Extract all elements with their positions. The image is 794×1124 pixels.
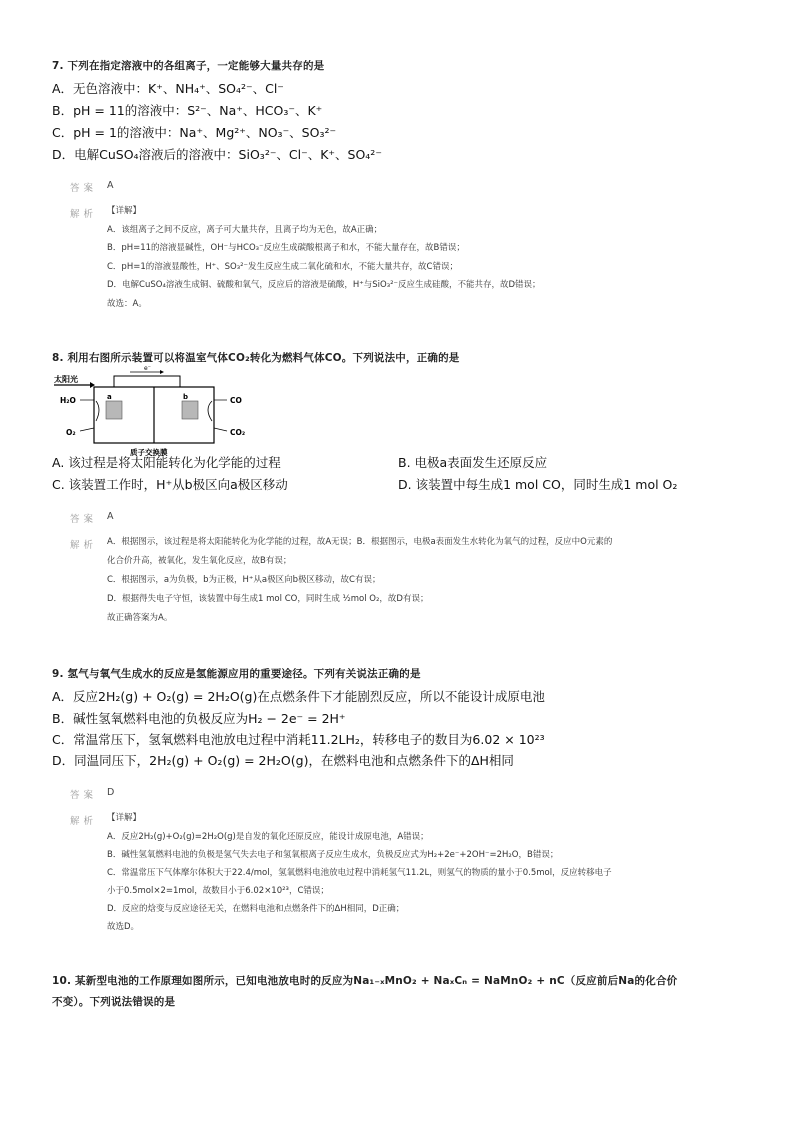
electrode-b-label: b — [183, 393, 189, 401]
q9-explain-label: 解析 — [70, 816, 98, 827]
q8-option-b: B. 电极a表面发生还原反应 — [398, 455, 548, 470]
q7-option-c: C．pH = 1的溶液中：Na⁺、Mg²⁺、NO₃⁻、SO₃²⁻ — [52, 125, 337, 140]
o2-arrow — [80, 428, 94, 431]
q9-explain-line: B．碱性氢氧燃料电池的负极是氢气失去电子和氢氧根离子反应生成水，负极反应式为H₂+2e⁻+2OH⁻=2H₂O，B错误； — [107, 850, 559, 860]
q9-answer-label: 答案 — [70, 790, 98, 801]
co2-arrow — [214, 428, 227, 431]
q8-explain-line: 化合价升高，被氧化，发生氧化反应，故B有误； — [107, 556, 292, 566]
q7-explain-label: 解析 — [70, 209, 98, 220]
q8-explain-line: A．根据图示，该过程是将太阳能转化为化学能的过程，故A无误；B．根据图示，电极a表面发生水转化为氧气的过程，反应中O元素的 — [107, 537, 613, 547]
sunlight-label: 太阳光 — [54, 375, 78, 384]
q8-explain-line: 故正确答案为A。 — [107, 613, 173, 623]
electrolysis-cell-diagram — [52, 365, 252, 458]
q9-explain-line: D．反应的焓变与反应途径无关，在燃料电池和点燃条件下的ΔH相同，D正确； — [107, 904, 405, 914]
q8-option-d: D. 该装置中每生成1 mol CO，同时生成1 mol O₂ — [398, 477, 678, 492]
q8-option-a: A. 该过程是将太阳能转化为化学能的过程 — [52, 455, 281, 470]
q7-option-b: B．pH = 11的溶液中：S²⁻、Na⁺、HCO₃⁻、K⁺ — [52, 103, 323, 118]
electron-arrowhead — [160, 370, 164, 374]
q9-option-c: C．常温常压下，氢氧燃料电池放电过程中消耗11.2LH₂，转移电子的数目为6.02 × 10²³ — [52, 732, 545, 747]
electrode-a-label: a — [107, 393, 112, 401]
co2-label: CO₂ — [230, 428, 246, 437]
q9-explain-line: 【详解】 — [107, 813, 142, 823]
q8-answer: A — [107, 511, 114, 522]
q8-explain-line: C．根据图示，a为负极，b为正极，H⁺从a极区向b极区移动，故C有误； — [107, 575, 381, 585]
membrane-label: 质子交换膜 — [130, 448, 168, 457]
electron-label: e⁻ — [144, 365, 151, 372]
q7-option-d: D．电解CuSO₄溶液后的溶液中：SiO₃²⁻、Cl⁻、K⁺、SO₄²⁻ — [52, 147, 382, 162]
q10-title-line1: 10. 某新型电池的工作原理如图所示，已知电池放电时的反应为Na₁₋ₓMnO₂ + NaₓCₙ = NaMnO₂ + nC（反应前后Na的化合价 — [52, 975, 678, 987]
q8-title: 8. 利用右图所示装置可以将温室气体CO₂转化为燃料气体CO。下列说法中，正确的是 — [52, 352, 460, 364]
co-label: CO — [230, 396, 242, 405]
q7-title: 7. 下列在指定溶液中的各组离子，一定能够大量共存的是 — [52, 60, 325, 72]
q9-title: 9. 氢气与氧气生成水的反应是氢能源应用的重要途径。下列有关说法正确的是 — [52, 668, 421, 680]
q8-option-c: C. 该装置工作时，H⁺从b极区向a极区移动 — [52, 477, 288, 492]
electrode-a — [106, 401, 122, 419]
q7-explain-line: C．pH=1的溶液显酸性，H⁺、SO₃²⁻发生反应生成二氧化硫和水，不能大量共存，故C错误； — [107, 262, 458, 272]
h2o-label: H₂O — [60, 396, 76, 405]
q8-explain-label: 解析 — [70, 540, 98, 551]
electrode-b — [182, 401, 198, 419]
q9-option-d: D．同温同压下，2H₂(g) + O₂(g) = 2H₂O(g)，在燃料电池和点燃条件下的ΔH相同 — [52, 753, 514, 768]
q7-explain-line: B．pH=11的溶液显碱性，OH⁻与HCO₃⁻反应生成碳酸根离子和水，不能大量存在，故B错误； — [107, 243, 465, 253]
q9-explain-line: 小于0.5mol×2=1mol，故数目小于6.02×10²³，C错误； — [107, 886, 329, 896]
q7-answer: A — [107, 180, 114, 191]
q7-explain-line: A．该组离子之间不反应，离子可大量共存，且离子均为无色，故A正确； — [107, 225, 383, 235]
q9-option-a: A．反应2H₂(g) + O₂(g) = 2H₂O(g)在点燃条件下才能剧烈反应，所以不能设计成原电池 — [52, 689, 545, 704]
q7-explain-line: 【详解】 — [107, 206, 142, 216]
q8-answer-label: 答案 — [70, 514, 98, 525]
q7-answer-label: 答案 — [70, 183, 98, 194]
q8-explain-line: D．根据得失电子守恒，该装置中每生成1 mol CO，同时生成 ½mol O₂，故D有误； — [107, 594, 429, 604]
q9-explain-line: 故选D。 — [107, 922, 140, 932]
q9-explain-line: C．常温常压下气体摩尔体积大于22.4/mol，氢氧燃料电池放电过程中消耗氢气11.2L，则氢气的物质的量小于0.5mol，反应转移电子 — [107, 868, 612, 878]
q7-option-a: A．无色溶液中：K⁺、NH₄⁺、SO₄²⁻、Cl⁻ — [52, 81, 284, 96]
q7-explain-line: D．电解CuSO₄溶液生成铜、硫酸和氧气，反应后的溶液是硫酸，H⁺与SiO₃²⁻反应生成硅酸，不能共存，故D错误； — [107, 280, 541, 290]
q10-title-line2: 不变）。下列说法错误的是 — [52, 996, 176, 1008]
q9-explain-line: A．反应2H₂(g)+O₂(g)=2H₂O(g)是自发的氧化还原反应，能设计成原电池，A错误； — [107, 832, 429, 842]
q7-explain-line: 故选：A。 — [107, 299, 147, 309]
o2-label: O₂ — [66, 428, 76, 437]
q9-option-b: B．碱性氢氧燃料电池的负极反应为H₂ − 2e⁻ = 2H⁺ — [52, 711, 346, 726]
q9-answer: D — [107, 787, 115, 798]
